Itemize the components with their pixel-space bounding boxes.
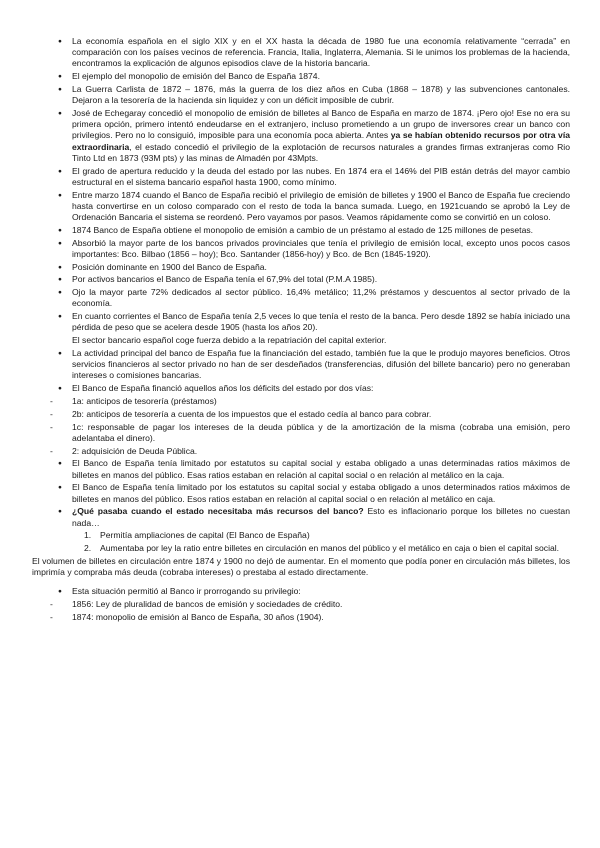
bullet-marker — [58, 190, 68, 202]
bullet-marker — [58, 287, 68, 299]
item-text: El Banco de España tenía limitado por los estatutos su capital social y estaba obligado a unos determinados ratios máximos de billetes en manos del público. Esos ratios estaban en relación al capital social o en relación al metálico en caja. — [72, 482, 570, 504]
bold-text: ya se habían obtenido recursos por otra vía extraordinaria — [72, 130, 570, 152]
numbered-item — [32, 543, 570, 554]
item-text: El sector bancario español coge fuerza debido a la repatriación del capital exterior. — [72, 335, 387, 346]
item-text: , el estado concedió el privilegio de la explotación de recursos naturales a grandes firmas extranjeras como Rio Tinto Ltd en 1873 (93M pts) y las minas de Almadén por 43Mpts. — [72, 141, 570, 163]
bullet-item — [32, 225, 570, 236]
item-text: 1a: anticipos de tesorería (préstamos) — [72, 396, 217, 406]
bullet-item — [32, 84, 570, 106]
item-text: 1c: responsable de pagar los intereses de la deuda pública y de la amortización de la misma (cobraba una emisión, pero adelantaba el dinero). — [72, 421, 570, 443]
bullet-marker — [58, 262, 68, 274]
bullet-item — [32, 274, 570, 285]
bullet-marker — [58, 108, 68, 120]
bullet-item — [32, 383, 570, 394]
bullet-marker — [58, 84, 68, 96]
dash-item — [32, 446, 570, 457]
item-text: La economía española en el siglo XIX y en el XX hasta la década de 1980 fue una economía relativamente “cerrada” en comparación con los países vecinos de referencia. Francia, Italia, Inglaterra, Alemania. Si le unimos los problemas de la hacienda, encontramos la explicación de algunos episodios clave de la historia bancaria. — [72, 36, 570, 69]
bullet-marker — [58, 458, 68, 470]
item-text: Posición dominante en 1900 del Banco de España. — [72, 261, 267, 272]
dash-item — [32, 599, 570, 610]
bullet-item — [32, 238, 570, 260]
dash-item — [32, 396, 570, 407]
item-text: El Banco de España financió aquellos años los déficits del estado por dos vías: — [72, 383, 374, 394]
summary-paragraph: El volumen de billetes en circulación entre 1874 y 1900 no dejó de aumentar. En el momento que podía poner en circulación más billetes, los imprimía y compraba más deuda (cobraba intereses) o prestaba al estado directamente. — [32, 555, 570, 578]
privilege-list — [32, 586, 570, 623]
dash-marker: - — [50, 445, 53, 456]
item-text: Por activos bancarios el Banco de España tenía el 67,9% del total (P.M.A 1985). — [72, 274, 378, 285]
item-text: La actividad principal del banco de España fue la financiación del estado, también fue la que le produjo mayores beneficios. Otros servicios financieros al sector privado no han de ser desdeñados (transferencias, difusión del billete bancario) pero no generaban intereses o comisiones bancarias. — [72, 348, 570, 381]
item-text: Esto es inflacionario porque los billetes no cuestan nada… — [72, 506, 570, 528]
item-text: En cuanto corrientes el Banco de España tenía 2,5 veces lo que tenía el resto de la banca. Pero desde 1892 se había iniciado una pérdida de peso que se acelera desde 1905 (hasta los años 20). — [72, 311, 570, 333]
bullet-item — [32, 287, 570, 309]
bullet-item — [32, 262, 570, 273]
number-marker: 2. — [84, 543, 92, 554]
item-text: Entre marzo 1874 cuando el Banco de España recibió el privilegio de emisión de billetes y 1900 el Banco de España fue creciendo hasta convertirse en un coloso comparado con el resto de toda la banca sumada. Luego, en 1921cuando se aprobó la Ley de Ordenación Bancaria el sistema se reordenó. Pero vayamos por pasos. Veamos rápidamente como se convirtió en un coloso. — [72, 189, 570, 223]
item-text: Aumentaba por ley la ratio entre billetes en circulación en manos del público y el metálico en caja o bien el capital social. — [100, 543, 560, 554]
numbered-item — [32, 530, 570, 541]
bullet-item — [32, 506, 570, 528]
continuation-text — [32, 335, 570, 346]
dash-marker: - — [50, 408, 53, 419]
bullet-item — [32, 482, 570, 504]
item-text: La Guerra Carlista de 1872 – 1876, más la guerra de los diez años en Cuba (1868 – 1878) y las subvenciones cantonales. Dejaron a la tesorería de la hacienda sin liquidez y con un déficit imposible de cubrir. — [72, 84, 570, 106]
bullet-marker — [58, 71, 68, 83]
dash-marker: - — [50, 611, 53, 622]
bullet-item — [32, 348, 570, 382]
item-text: 1856: Ley de pluralidad de bancos de emisión y sociedades de crédito. — [72, 599, 343, 610]
dash-item — [32, 422, 570, 444]
item-text: Absorbió la mayor parte de los bancos privados provinciales que tenía el privilegio de emisión local, excepto unos pocos casos importantes: Bco. Bilbao (1856 – hoy); Bco. Santander (1856-hoy) y Bco. de Bcn (1845-1920). — [72, 237, 570, 259]
bullet-item — [32, 311, 570, 333]
bullet-item — [32, 586, 570, 597]
bullet-marker — [58, 311, 68, 323]
dash-marker: - — [50, 421, 53, 432]
item-text: 1874 Banco de España obtiene el monopolio de emisión a cambio de un préstamo al estado de 125 millones de pesetas. — [72, 224, 534, 235]
bullet-marker — [58, 348, 68, 360]
notes-list — [32, 36, 570, 554]
bullet-item — [32, 190, 570, 224]
dash-item — [32, 612, 570, 623]
item-text: El ejemplo del monopolio de emisión del Banco de España 1874. — [72, 71, 320, 82]
bullet-marker — [58, 274, 68, 286]
bullet-marker — [58, 225, 68, 237]
item-text: Esta situación permitió al Banco ir prorrogando su privilegio: — [72, 586, 301, 597]
bullet-item — [32, 108, 570, 164]
item-text: 2b: anticipos de tesorería a cuenta de los impuestos que el estado cedía al banco para cobrar. — [72, 408, 432, 419]
item-text: 1874: monopolio de emisión al Banco de España, 30 años (1904). — [72, 611, 324, 622]
bullet-marker — [58, 166, 68, 178]
bullet-marker — [58, 383, 68, 395]
bullet-marker — [58, 586, 68, 598]
item-text: Permitía ampliaciones de capital (El Banco de España) — [100, 530, 310, 541]
item-text: José de Echegaray concedió el monopolio de emisión de billetes al Banco de España en marzo de 1874. ¡Pero ojo! Ese no era su primera opción, primero intentó endeudarse en el extranjero, incluso prometiendo a un grupo de inversores crear un banco con privilegios. Pero no lo consiguió, imposible para una economía poca abierta. Antes — [72, 108, 570, 141]
bullet-item — [32, 166, 570, 188]
bold-text: ¿Qué pasaba cuando el estado necesitaba más recursos del banco? — [72, 506, 364, 517]
bullet-marker — [58, 506, 68, 518]
bullet-item — [32, 71, 570, 82]
bullet-item — [32, 458, 570, 480]
item-text: Ojo la mayor parte 72% dedicados al sector público. 16,4% metálico; 11,2% préstamos y descuentos al sector privado de la economía. — [72, 287, 570, 309]
item-text: El grado de apertura reducido y la deuda del estado por las nubes. En 1874 era el 146% del PIB están detrás del mayor cambio estructural en el sistema bancario español hasta 1900, como mínimo. — [72, 165, 570, 187]
document-page — [32, 36, 570, 625]
number-marker: 1. — [84, 530, 92, 541]
bullet-marker — [58, 482, 68, 494]
dash-item — [32, 409, 570, 420]
bullet-item — [32, 36, 570, 70]
item-text: 2: adquisición de Deuda Pública. — [72, 445, 198, 456]
dash-marker: - — [50, 599, 53, 610]
bullet-marker — [58, 36, 68, 48]
dash-marker: - — [50, 396, 53, 406]
bullet-marker — [58, 238, 68, 250]
item-text: El Banco de España tenía limitado por estatutos su capital social y estaba obligado a unas determinadas ratios máximos de billetes en manos del público. Esas ratios estaban en relación al capital social o en relación al metálico en la caja. — [72, 458, 570, 480]
